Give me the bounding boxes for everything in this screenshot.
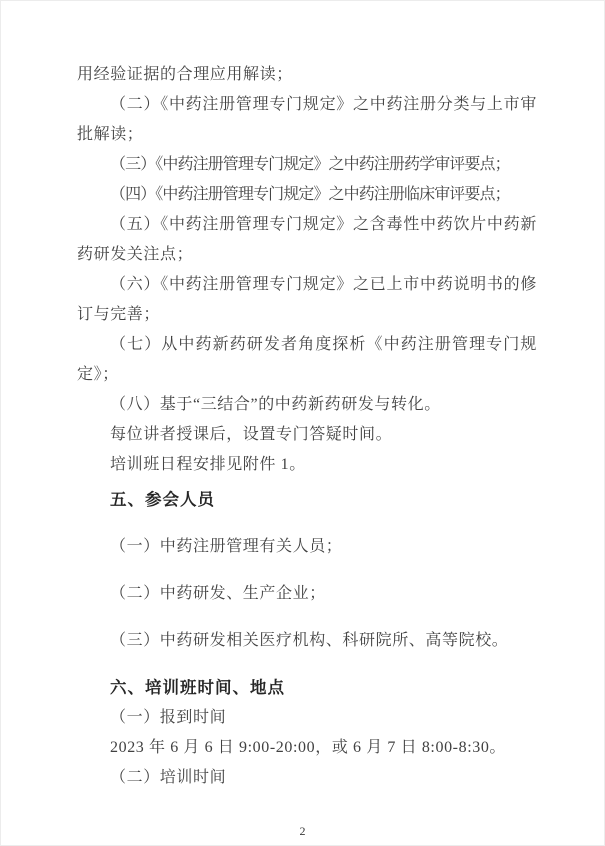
- body-line: （一）报到时间: [110, 709, 227, 726]
- body-line: 批解读；: [77, 126, 144, 143]
- section-heading-participants: 五、参会人员: [110, 491, 215, 509]
- body-line: 订与完善；: [77, 306, 161, 323]
- body-line: （四）《中药注册管理专门规定》之中药注册临床审评要点；: [110, 186, 510, 203]
- body-line: （七）从中药新药研发者角度探析《中药注册管理专门规: [110, 336, 537, 353]
- body-line: （二）中药研发、生产企业；: [110, 585, 326, 602]
- body-line: （三）中药研发相关医疗机构、科研院所、高等院校。: [110, 632, 509, 649]
- section-heading-time-location: 六、培训班时间、地点: [110, 679, 285, 697]
- body-line: 培训班日程安排见附件 1。: [110, 456, 306, 473]
- body-line: 定》；: [77, 366, 119, 383]
- body-line: （五）《中药注册管理专门规定》之含毒性中药饮片中药新: [110, 216, 537, 233]
- page-number: 2: [299, 824, 306, 838]
- body-line: 用经验证据的合理应用解读；: [77, 66, 293, 83]
- body-line: 药研发关注点；: [77, 246, 194, 263]
- body-line: 每位讲者授课后，设置专门答疑时间。: [110, 426, 393, 443]
- body-line: （二）培训时间: [110, 769, 227, 786]
- body-line: （二）《中药注册管理专门规定》之中药注册分类与上市审: [110, 96, 537, 113]
- body-line: （八）基于“三结合”的中药新药研发与转化。: [110, 396, 441, 413]
- body-line: （三）《中药注册管理专门规定》之中药注册药学审评要点；: [110, 156, 510, 173]
- document-body: [77, 60, 537, 793]
- body-line: （六）《中药注册管理专门规定》之已上市中药说明书的修: [110, 276, 537, 293]
- body-line: （一）中药注册管理有关人员；: [110, 538, 343, 555]
- body-line: 2023 年 6 月 6 日 9:00-20:00，或 6 月 7 日 8:00-8:30。: [110, 739, 507, 756]
